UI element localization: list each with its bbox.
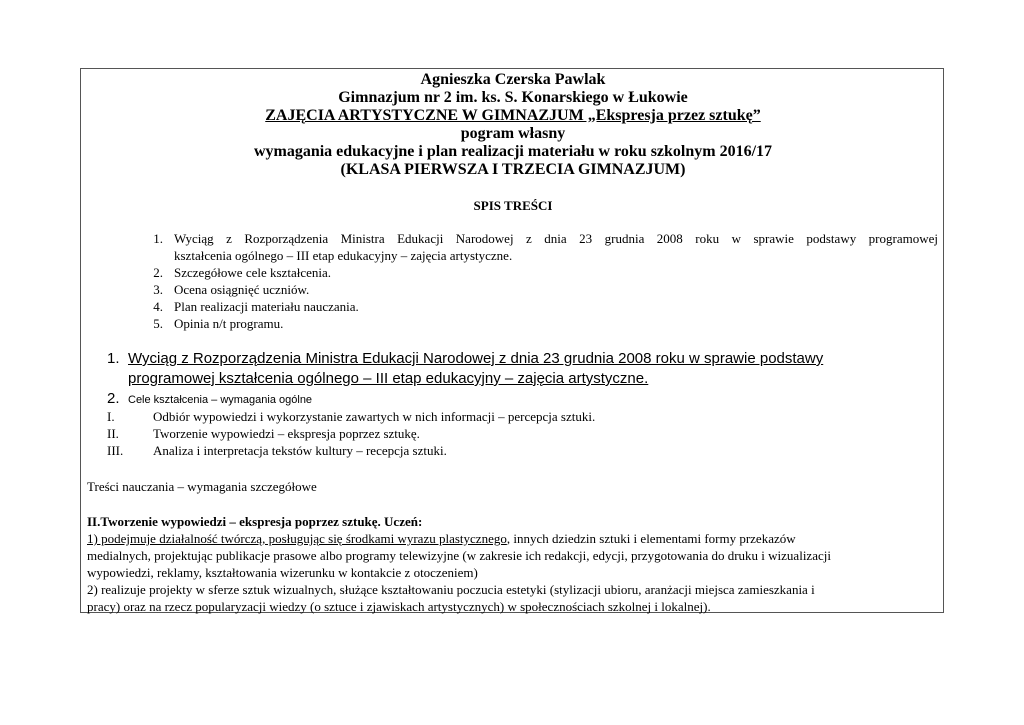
program-title: ZAJĘCIA ARTYSTYCZNE W GIMNAZJUM „Ekspresja przez sztukę”	[265, 107, 761, 124]
toc-item-number: 3.	[153, 282, 163, 297]
content-point-1-line2: medialnych, projektując publikacje prasowe albo programy telewizyjne (w zakresie ich redakcji, edycji, przygotowania do druku i wizualizacji	[87, 548, 831, 563]
goal-text: Tworzenie wypowiedzi – ekspresja poprzez sztukę.	[153, 426, 420, 441]
school-name: Gimnazjum nr 2 im. ks. S. Konarskiego w Łukowie	[338, 89, 688, 106]
content-point-1-line3: wypowiedzi, reklamy, kształtowania wizerunku w kontakcie z otoczeniem)	[87, 565, 478, 580]
section-2-number: 2.	[107, 390, 120, 407]
goal-number: II.	[107, 426, 119, 441]
toc-item-3: Ocena osiągnięć uczniów.	[174, 282, 310, 297]
toc-item-5: Opinia n/t programu.	[174, 316, 284, 331]
toc-item-number: 4.	[153, 299, 163, 314]
section-1-heading-line2: programowej kształcenia ogólnego – III etap edukacyjny – zajęcia artystyczne.	[128, 370, 649, 387]
content-point-2-line1: 2) realizuje projekty w sferze sztuk wizualnych, służące kształtowaniu poczucia estetyki (stylizacji ubioru, aranżacji miejsca zamieszkania i	[87, 582, 815, 597]
section-2-label: Cele kształcenia – wymagania ogólne	[128, 394, 313, 406]
toc-item-2: Szczegółowe cele kształcenia.	[174, 265, 331, 280]
program-subtitle: wymagania edukacyjne i plan realizacji materiału w roku szkolnym 2016/17	[253, 143, 773, 160]
toc-item-1-line2: kształcenia ogólnego – III etap edukacyjny – zajęcia artystyczne.	[174, 248, 513, 263]
toc-item-number: 1.	[153, 231, 163, 246]
program-type: pogram własny	[460, 125, 566, 142]
author-name: Agnieszka Czerska Pawlak	[420, 71, 606, 88]
content-subheading: II.Tworzenie wypowiedzi – ekspresja poprzez sztukę. Uczeń:	[87, 514, 423, 529]
content-point-2-line2: pracy) oraz na rzecz popularyzacji wiedzy (o sztuce i zjawiskach artystycznych) w społecznościach szkolnej i lokalnej).	[87, 599, 711, 614]
toc-heading: SPIS TREŚCI	[473, 198, 553, 213]
goal-text: Odbiór wypowiedzi i wykorzystanie zawartych w nich informacji – percepcja sztuki.	[153, 409, 596, 424]
toc-item-number: 5.	[153, 316, 163, 331]
content-heading: Treści nauczania – wymagania szczegółowe	[87, 479, 317, 494]
program-classes: (KLASA PIERWSZA I TRZECIA GIMNAZJUM)	[340, 161, 686, 178]
toc-item-1-line1: Wyciąg z Rozporządzenia Ministra Edukacji Narodowej z dnia 23 grudnia 2008 roku w sprawie podstawy programowej	[174, 231, 938, 246]
section-1-heading-line1: Wyciąg z Rozporządzenia Ministra Edukacji Narodowej z dnia 23 grudnia 2008 roku w sprawie podstawy	[128, 350, 824, 367]
goal-number: I.	[107, 409, 115, 424]
goal-text: Analiza i interpretacja tekstów kultury – recepcja sztuki.	[153, 443, 447, 458]
goal-number: III.	[107, 443, 124, 458]
content-frame	[80, 68, 944, 613]
toc-item-4: Plan realizacji materiału nauczania.	[174, 299, 359, 314]
toc-item-number: 2.	[153, 265, 163, 280]
content-point-1-line1: 1) podejmuje działalność twórczą, posługując się środkami wyrazu plastycznego, innych dziedzin sztuki i elementami formy przekazów	[87, 531, 796, 546]
section-1-number: 1.	[107, 350, 120, 367]
